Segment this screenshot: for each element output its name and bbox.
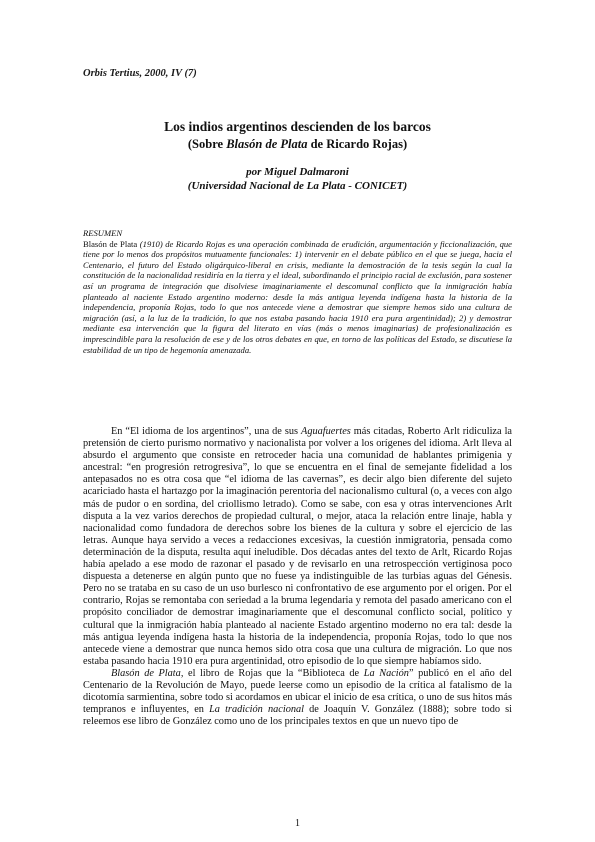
abstract-heading: RESUMEN (83, 228, 123, 238)
page-number: 1 (295, 818, 300, 829)
body-text (83, 426, 512, 728)
subtitle-pre: (Sobre (187, 137, 227, 151)
article-title: Los indios argentinos descienden de los barcos (164, 119, 431, 134)
abstract (83, 228, 512, 355)
paragraph-2 (83, 668, 512, 728)
p2-italic-2: La Nación (363, 667, 409, 679)
p2-part-b: ” publicó en el año del Centenario de la Revolución de Mayo, puede leerse como un episodio de la crítica al fatalismo de la dicotomía sarmientina, sobre todo si acordamos en ubicar el inicio de esa crítica, o uno de sus hitos más tempranos e influyentes, en (83, 667, 512, 716)
subtitle-post: de Ricardo Rojas) (307, 137, 408, 151)
p1-part-b: más citadas, Roberto Arlt ridiculiza la pretensión de cierto purismo normativo y nacionalista por volver a los orígenes del idioma. Arlt lleva al absurdo el argumento que consiste en retroceder hacia una comunidad de hablantes primigenia y ancestral: “en progresión retrogresiva”, lo que se encuentra en el final de semejante fidelidad a los antepasados no es otra cosa que “el idioma de las cavernas”, es decir algo bien diferente del sujeto acariciado hasta el hartazgo por la imaginación perentoria del nacionalismo cultural (o, a veces con algo más de pudor o en sordina, del criollismo letrado). Como se sabe, con esa y otras intervenciones Arlt disputa a la vez varios derechos de propiedad cultural, o mejor, ataca la relación entre linaje, habla y nacionalidad como fundadora de derechos sobre los bienes de la cultura y sobre el ejercicio de las letras. Aunque haya servido a veces a redacciones excesivas, la cuestión inmigratoria, pensada como determinación de la disputa, resulta aquí ineludible. Dos décadas antes del texto de Arlt, Ricardo Rojas había apelado a ese modo de razonar el pasado y de revisarlo en una retrospección vertiginosa poco dispuesta a detenerse en algún punto que no fuese ya indistinguible de las turbias aguas del Génesis. Pero no se trataba en su caso de un uso burlesco ni confrontativo de ese argumento por el origen. Por el contrario, Rojas se remontaba con seriedad a la bruma legendaria y remota del pasado americano con el propósito conciliador de demostrar imaginariamente que el descomunal conflicto social, político y cultural que la inmigración había planteado al naciente Estado argentino moderno no era tal: desde la más antigua leyenda indígena hasta la historia de la independencia, proponía Rojas, todo lo que nos antecede viene a demostrar que nunca hemos sido otra cosa que una cultura de migración. Lo que nos estaba pasando hacia 1910 era pura argentinidad, otro episodio de lo que siempre habíamos sido. (83, 426, 512, 667)
journal-citation: Orbis Tertius, 2000, IV (7) (83, 68, 197, 79)
p1-italic: Aguafuertes (301, 426, 351, 437)
p2-italic-3: La tradición nacional (209, 704, 304, 716)
p1-part-a: En “El idioma de los argentinos”, una de sus (111, 426, 302, 437)
article-subtitle (0, 137, 595, 152)
subtitle-book-title: Blasón de Plata (226, 137, 308, 151)
paragraph-1 (83, 426, 512, 668)
p2-italic-1: Blasón de Plata, (111, 667, 184, 679)
abstract-lead: Blasón de Plata (83, 238, 138, 249)
p2-part-a: el libro de Rojas que la “Biblioteca de (183, 667, 364, 679)
author-line: por Miguel Dalmaroni (246, 166, 349, 178)
abstract-text: (1910) de Ricardo Rojas es una operación combinada de erudición, argumentación y ficcionalización, que tiene por lo menos dos propósitos mutuamente funcionales: 1) intervenir en el debate público en el que se juega, hacia el Centenario, el futuro del Estado oligárquico-liberal en crisis, mediante la demostración de la tesis según la cual la constitución de la nacionalidad residiría en la tierra y el ideal, subordinando el principio racial de exclusión, para sostener así un programa de integración que disolviese imaginariamente el descomunal conflicto que la inmigración había planteado al naciente Estado argentino moderno: desde la más antigua leyenda indígena hasta la historia de la independencia, proponía Rojas, todo lo que nos antecede viene a demostrar que siempre hemos sido una cultura de migración (así, a la luz de la tradición, lo que nos estaba pasando hacia 1910 era pura argentinidad); 2) y demostrar mediante esa intervención que la figura del literato en vías (más o menos imaginarias) de profesionalización es imprescindible para la resolución de ese y de los otros debates en que, en torno de las políticas del Estado, se discutiese la estabilidad de un tipo de hegemonía amenazada. (83, 238, 512, 355)
affiliation-line: (Universidad Nacional de La Plata - CONICET) (187, 180, 408, 192)
p2-part-c: de Joaquín V. González (1888); sobre todo si releemos ese libro de González como uno de los principales textos en que un nuevo tipo de (83, 704, 512, 728)
